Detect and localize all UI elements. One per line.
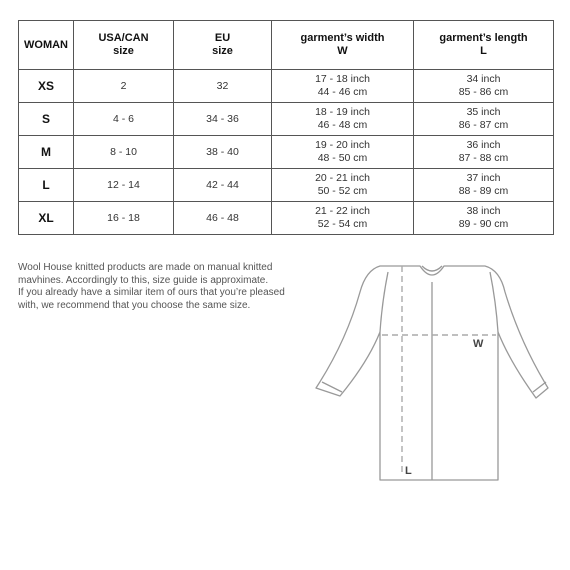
eu-size-cell: 38 - 40 (174, 136, 272, 169)
usa-size-cell: 8 - 10 (74, 136, 174, 169)
width-label: W (473, 338, 484, 350)
length-cell: 35 inch 86 - 87 cm (414, 103, 554, 136)
garment-diagram (310, 262, 560, 492)
eu-size-cell: 32 (174, 70, 272, 103)
eu-size-cell: 34 - 36 (174, 103, 272, 136)
table-row (19, 136, 554, 169)
length-cell: 38 inch 89 - 90 cm (414, 202, 554, 235)
note-line: mavhines. Accordingly to this, size guide is approximate. (18, 274, 269, 286)
usa-size-cell: 16 - 18 (74, 202, 174, 235)
width-cell: 17 - 18 inch 44 - 46 cm (272, 70, 414, 103)
width-cell: 19 - 20 inch 48 - 50 cm (272, 136, 414, 169)
eu-size-cell: 42 - 44 (174, 169, 272, 202)
size-label: XS (19, 70, 74, 103)
usa-size-cell: 12 - 14 (74, 169, 174, 202)
note-line: with, we recommend that you choose the same size. (18, 299, 251, 311)
length-cell: 36 inch 87 - 88 cm (414, 136, 554, 169)
length-cell: 37 inch 88 - 89 cm (414, 169, 554, 202)
header-usa-can: USA/CAN size (74, 21, 174, 70)
table-row (19, 169, 554, 202)
header-eu: EU size (174, 21, 272, 70)
eu-size-cell: 46 - 48 (174, 202, 272, 235)
usa-size-cell: 4 - 6 (74, 103, 174, 136)
table-header-row (19, 21, 554, 70)
size-label: L (19, 169, 74, 202)
garment-outline-icon (310, 262, 560, 492)
table-row (19, 103, 554, 136)
table-row (19, 70, 554, 103)
size-guide-note (18, 262, 318, 312)
size-guide-table (18, 20, 554, 235)
note-line: If you already have a similar item of ours that you’re pleased (18, 287, 285, 298)
header-woman: WOMAN (19, 21, 74, 70)
length-cell: 34 inch 85 - 86 cm (414, 70, 554, 103)
width-cell: 21 - 22 inch 52 - 54 cm (272, 202, 414, 235)
width-cell: 20 - 21 inch 50 - 52 cm (272, 169, 414, 202)
size-label: XL (19, 202, 74, 235)
usa-size-cell: 2 (74, 70, 174, 103)
table-row (19, 202, 554, 235)
length-label: L (405, 465, 412, 477)
header-width: garment’s width W (272, 21, 414, 70)
width-cell: 18 - 19 inch 46 - 48 cm (272, 103, 414, 136)
note-line: Wool House knitted products are made on manual knitted (18, 262, 273, 273)
header-length: garment’s length L (414, 21, 554, 70)
size-label: M (19, 136, 74, 169)
size-label: S (19, 103, 74, 136)
